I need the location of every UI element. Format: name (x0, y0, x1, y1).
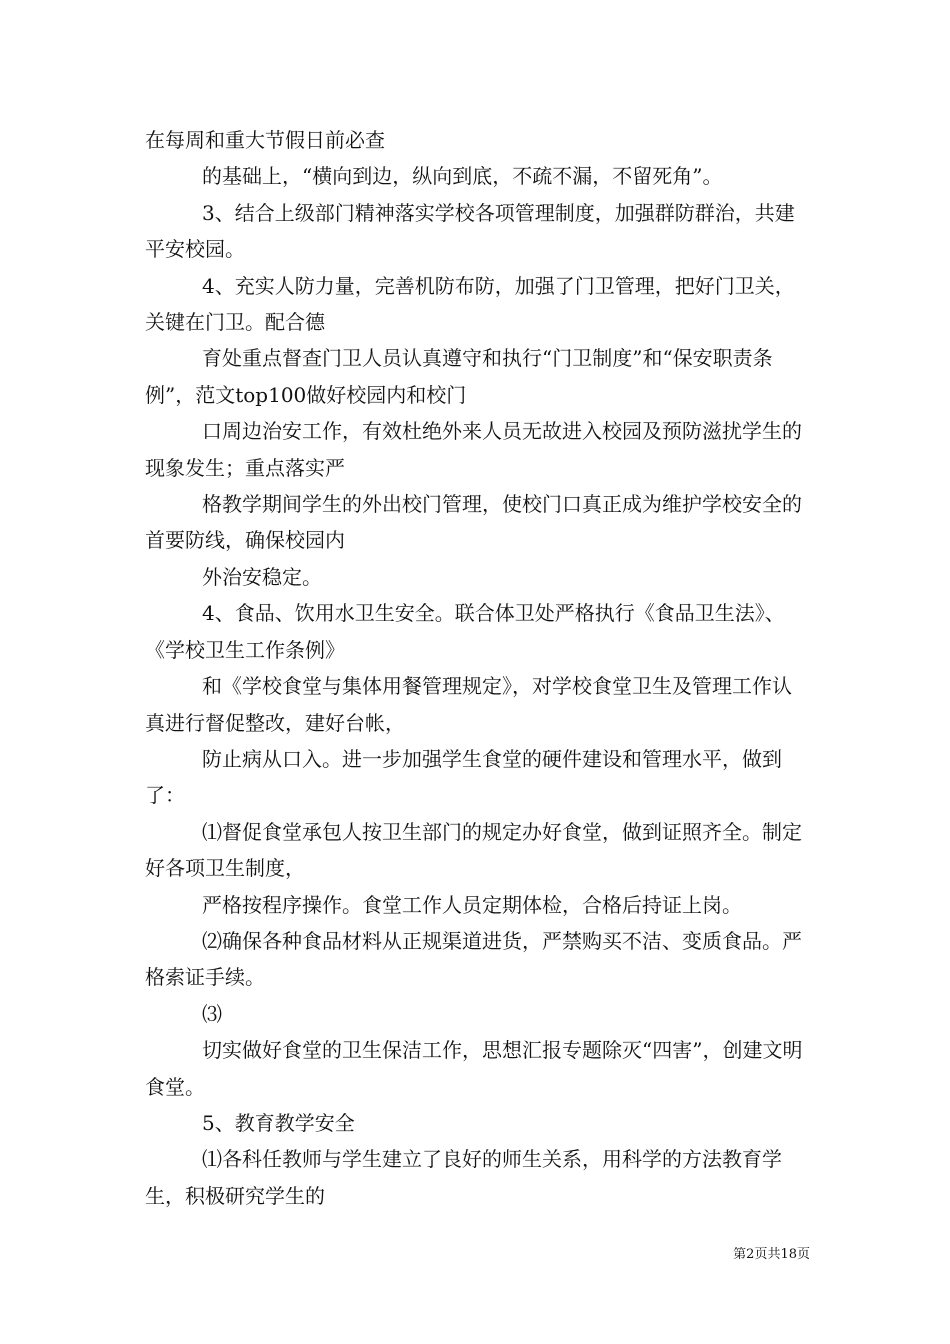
body-paragraph: 的基础上，“横向到边，纵向到底，不疏不漏，不留死角”。 (202, 164, 723, 189)
body-paragraph: 切实做好食堂的卫生保洁工作，思想汇报专题除灭“四害”，创建文明食堂。 (145, 1038, 803, 1099)
body-paragraph: 外治安稳定。 (202, 564, 322, 589)
body-paragraph: 在每周和重大节假日前必查 (145, 128, 385, 152)
body-paragraph: 4、食品、饮用水卫生安全。联合体卫处严格执行《食品卫生法》、《学校卫生工作条例》 (145, 601, 785, 662)
body-paragraph: ⑵确保各种食品材料从正规渠道进货，严禁购买不洁、变质食品。严格索证手续。 (145, 928, 802, 990)
body-paragraph: ⑶ (202, 1001, 222, 1026)
document-body (145, 122, 810, 1214)
body-paragraph: ⑴各科任教师与学生建立了良好的师生关系，用科学的方法教育学生，积极研究学生的 (145, 1147, 782, 1208)
body-paragraph: 口周边治安工作，有效杜绝外来人员无故进入校园及预防滋扰学生的现象发生；重点落实严 (145, 419, 802, 480)
body-paragraph: 5、教育教学安全 (202, 1110, 355, 1135)
body-paragraph: 育处重点督查门卫人员认真遵守和执行“门卫制度”和“保安职责条例”，范文top100做好校园内和校门 (145, 346, 773, 407)
body-paragraph: 和《学校食堂与集体用餐管理规定》，对学校食堂卫生及管理工作认真进行督促整改，建好台帐， (145, 674, 792, 735)
body-paragraph: 3、结合上级部门精神落实学校各项管理制度，加强群防群治，共建平安校园。 (145, 200, 795, 262)
body-paragraph: 格教学期间学生的外出校门管理，使校门口真正成为维护学校安全的首要防线，确保校园内 (145, 492, 802, 553)
page-number: 第2页共18页 (733, 1247, 810, 1262)
body-paragraph: ⑴督促食堂承包人按卫生部门的规定办好食堂，做到证照齐全。制定好各项卫生制度， (145, 819, 802, 881)
body-paragraph: 4、充实人防力量，完善机防布防，加强了门卫管理，把好门卫关，关键在门卫。配合德 (145, 273, 795, 335)
body-paragraph: 防止病从口入。进一步加强学生食堂的硬件建设和管理水平，做到了： (145, 746, 782, 808)
body-paragraph: 严格按程序操作。食堂工作人员定期体检，合格后持证上岗。 (202, 892, 742, 917)
